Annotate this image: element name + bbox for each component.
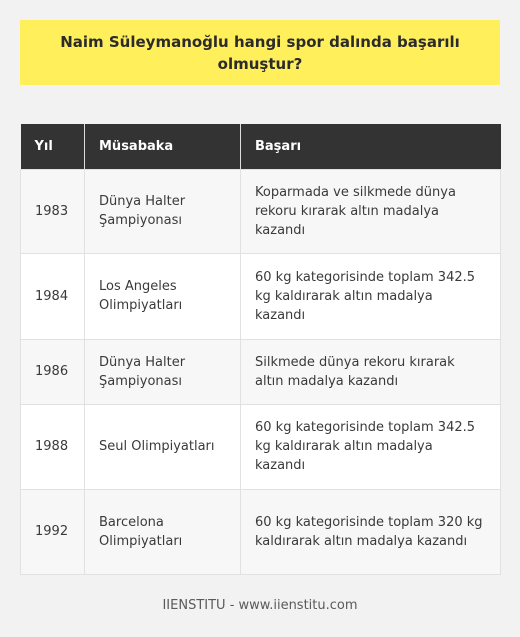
header-year: Yıl (21, 124, 85, 169)
cell-achievement: 60 kg kategorisinde toplam 342.5 kg kaldırarak altın madalya kazandı (241, 253, 501, 339)
cell-achievement: Koparmada ve silkmede dünya rekoru kırarak altın madalya kazandı (241, 169, 501, 253)
question-text: Naim Süleymanoğlu hangi spor dalında başarılı olmuştur? (60, 32, 460, 73)
cell-year: 1988 (21, 404, 85, 489)
header-event: Müsabaka (85, 124, 241, 169)
cell-event: Seul Olimpiyatları (85, 404, 241, 489)
footer-credit: IIENSTITU - www.iienstitu.com (162, 598, 358, 613)
table-row (21, 253, 501, 339)
cell-event: Barcelona Olimpiyatları (85, 489, 241, 574)
header-achievement: Başarı (241, 124, 501, 169)
table-header-row (21, 124, 501, 169)
cell-event: Dünya Halter Şampiyonası (85, 169, 241, 253)
cell-event: Los Angeles Olimpiyatları (85, 253, 241, 339)
table-row (21, 169, 501, 253)
table-row (21, 404, 501, 489)
cell-year: 1986 (21, 339, 85, 404)
cell-year: 1992 (21, 489, 85, 574)
table-row (21, 339, 501, 404)
cell-year: 1984 (21, 253, 85, 339)
achievements-table (20, 124, 501, 575)
table-row (21, 489, 501, 574)
cell-achievement: Silkmede dünya rekoru kırarak altın madalya kazandı (241, 339, 501, 404)
question-banner (20, 20, 500, 85)
cell-achievement: 60 kg kategorisinde toplam 320 kg kaldırarak altın madalya kazandı (241, 489, 501, 574)
cell-achievement: 60 kg kategorisinde toplam 342.5 kg kaldırarak altın madalya kazandı (241, 404, 501, 489)
cell-event: Dünya Halter Şampiyonası (85, 339, 241, 404)
cell-year: 1983 (21, 169, 85, 253)
